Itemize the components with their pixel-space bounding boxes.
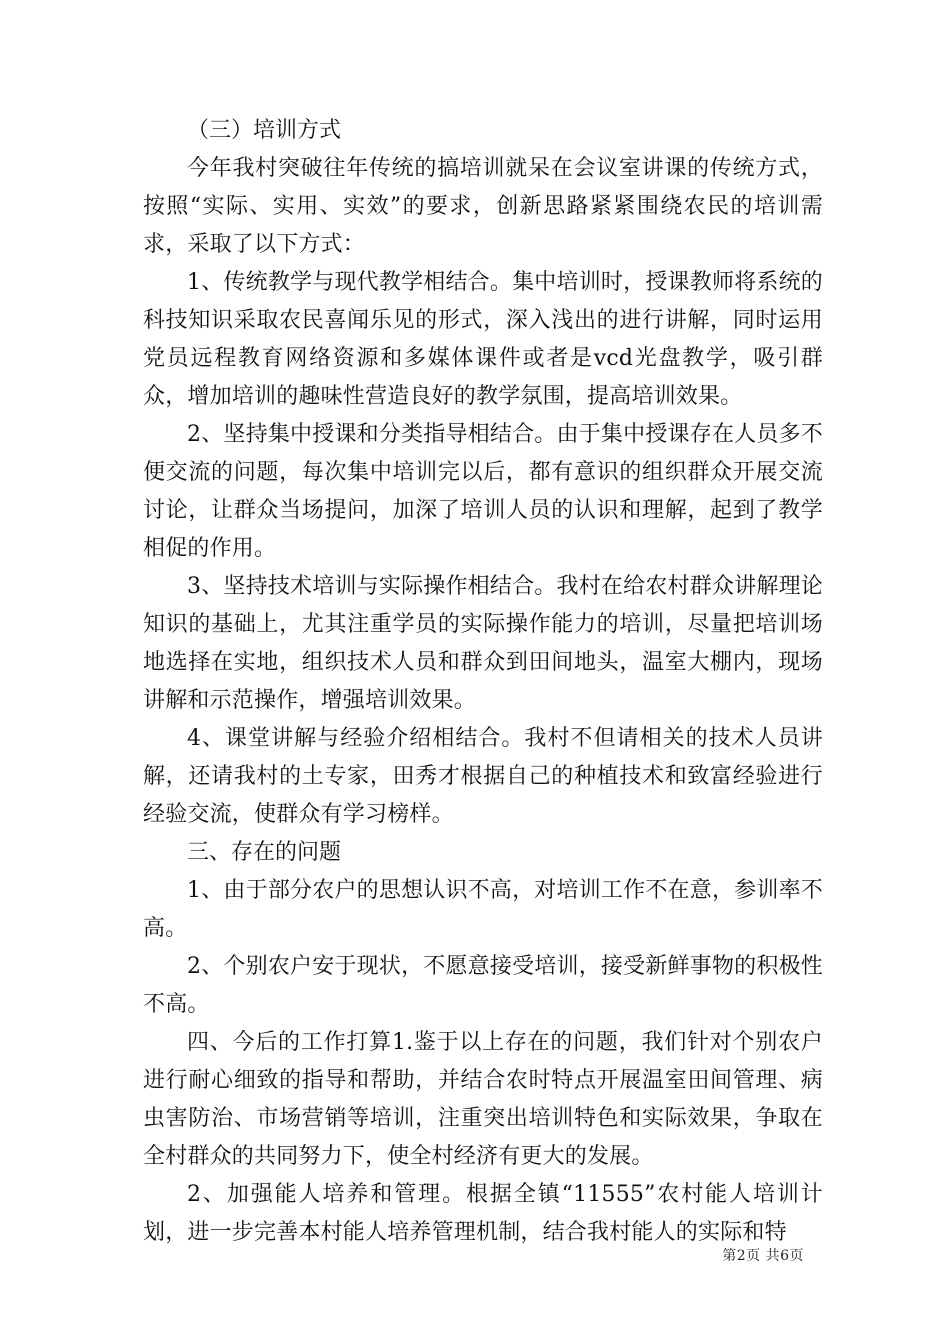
paragraph-intro: 今年我村突破往年传统的搞培训就呆在会议室讲课的传统方式，按照“实际、实用、实效”的要求，创新思路紧紧围绕农民的培训需求，采取了以下方式： (143, 156, 823, 257)
page-number-footer: 第2页 共6页 (722, 1248, 804, 1264)
paragraph-method-2: 2、坚持集中授课和分类指导相结合。由于集中授课存在人员多不便交流的问题，每次集中培训完以后，都有意识的组织群众开展交流讨论，让群众当场提问，加深了培训人员的认识和理解，起到了教学相促的作用。 (143, 422, 823, 561)
paragraph-future-plan-1: 四、今后的工作打算1.鉴于以上存在的问题，我们针对个别农户进行耐心细致的指导和帮助，并结合农时特点开展温室田间管理、病虫害防治、市场营销等培训，注重突出培训特色和实际效果，争取在全村群众的共同努力下，使全村经济有更大的发展。 (143, 1030, 823, 1169)
paragraph-method-4: 4、课堂讲解与经验介绍相结合。我村不但请相关的技术人员讲解，还请我村的土专家，田秀才根据自己的种植技术和致富经验进行经验交流，使群众有学习榜样。 (143, 726, 823, 827)
document-body (143, 112, 823, 1252)
paragraph-method-1: 1、传统教学与现代教学相结合。集中培训时，授课教师将系统的科技知识采取农民喜闻乐见的形式，深入浅出的进行讲解，同时运用党员远程教育网络资源和多媒体课件或者是vcd光盘教学，吸引群众，增加培训的趣味性营造良好的教学氛围，提高培训效果。 (143, 270, 823, 409)
paragraph-method-3: 3、坚持技术培训与实际操作相结合。我村在给农村群众讲解理论知识的基础上，尤其注重学员的实际操作能力的培训，尽量把培训场地选择在实地，组织技术人员和群众到田间地头，温室大棚内，现场讲解和示范操作，增强培训效果。 (143, 574, 823, 713)
section-heading-training-methods: （三）培训方式 (187, 118, 342, 143)
paragraph-future-plan-2: 2、加强能人培养和管理。根据全镇“11555”农村能人培训计划，进一步完善本村能人培养管理机制，结合我村能人的实际和特 (143, 1182, 823, 1245)
paragraph-problem-1: 1、由于部分农户的思想认识不高，对培训工作不在意，参训率不高。 (143, 878, 823, 941)
section-heading-problems: 三、存在的问题 (187, 840, 342, 865)
paragraph-problem-2: 2、个别农户安于现状，不愿意接受培训，接受新鲜事物的积极性不高。 (143, 954, 823, 1017)
